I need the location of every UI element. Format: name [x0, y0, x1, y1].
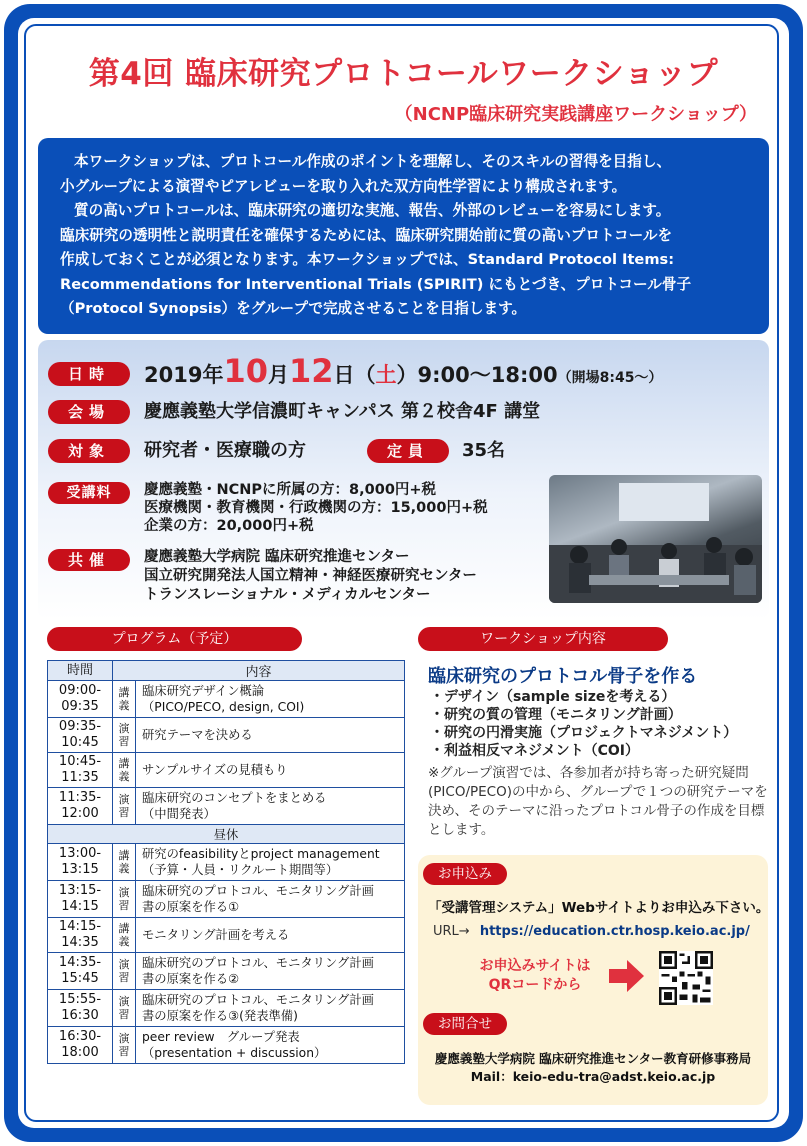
host-item: トランスレーショナル・メディカルセンター	[144, 587, 431, 603]
fee-item: 医療機関・教育機関・行政機関の方：15,000円+税	[144, 500, 488, 516]
row-time-start: 09:00-	[58, 683, 102, 698]
table-row	[48, 881, 405, 918]
capacity-label: 定員	[367, 439, 449, 463]
row-type-label: 演習	[118, 1032, 130, 1058]
capacity-text: 35名	[462, 440, 506, 461]
row-content	[136, 990, 405, 1027]
row-time-start: 14:15-	[58, 919, 102, 934]
table-row	[48, 788, 405, 825]
row-type-label: 演習	[118, 722, 130, 748]
table-row	[48, 990, 405, 1027]
row-time-start: 13:00-	[58, 846, 102, 861]
host-item: 国立研究開発法人国立精神・神経医療研究センター	[144, 568, 477, 584]
page-subtitle: （NCNP臨床研究実践講座ワークショップ）	[394, 104, 757, 125]
intro-line: 作成しておくことが必須となります。本ワークショップでは、Standard Protocol Items:	[60, 251, 675, 268]
table-row	[48, 918, 405, 953]
venue-text: 慶應義塾大学信濃町キャンパス 第２校舎4F 講堂	[144, 401, 541, 422]
contact-info	[418, 1050, 768, 1086]
table-header-row	[48, 661, 405, 681]
contact-mail[interactable]: Mail：keio-edu-tra@adst.keio.ac.jp	[470, 1069, 716, 1084]
intro-line: （Protocol Synopsis）をグループで完成させることを目指します。	[60, 300, 527, 317]
row-time-start: 13:15-	[58, 883, 102, 898]
qr-caption-line: QRコードから	[488, 977, 582, 993]
program-table	[47, 660, 405, 1064]
row-time	[48, 918, 113, 953]
col-time-header: 時間	[48, 661, 113, 681]
row-time	[48, 788, 113, 825]
fee-label: 受講料	[48, 482, 130, 504]
row-content-line: 書の原案を作る③(発表準備)	[142, 1009, 298, 1023]
intro-line: 臨床研究の透明性と説明責任を確保するためには、臨床研究開始前に質の高いプロトコールを	[60, 226, 673, 244]
row-time	[48, 844, 113, 881]
row-content	[136, 681, 405, 718]
row-content-line: （PICO/PECO, design, COI)	[142, 700, 305, 714]
row-type-label: 講義	[118, 757, 130, 783]
row-type	[113, 1027, 136, 1064]
row-content-line: モニタリング計画を考える	[142, 928, 290, 942]
row-time-end: 18:00	[61, 1045, 99, 1060]
row-time-end: 13:15	[61, 862, 99, 877]
date-day: 12	[288, 352, 334, 390]
table-row	[48, 753, 405, 788]
workshop-title: 臨床研究のプロトコル骨子を作る	[428, 666, 698, 687]
row-type	[113, 788, 136, 825]
row-type	[113, 753, 136, 788]
workshop-item: ・デザイン（sample sizeを考える）	[430, 689, 676, 705]
row-time-end: 10:45	[61, 735, 99, 750]
date-month-unit: 月	[267, 363, 289, 387]
lunch-row	[48, 825, 405, 844]
row-time-end: 14:15	[61, 899, 99, 914]
row-content-line: 臨床研究デザイン概論	[142, 684, 265, 698]
host-list	[144, 548, 477, 605]
row-type	[113, 918, 136, 953]
date-open: （開場8:45～）	[557, 370, 663, 386]
date-label: 日時	[48, 362, 130, 386]
row-type-label: 演習	[118, 995, 130, 1021]
row-time-start: 10:45-	[58, 754, 102, 769]
row-content	[136, 718, 405, 753]
event-date	[144, 350, 662, 399]
row-type	[113, 953, 136, 990]
lunch-label: 昼休	[48, 825, 405, 844]
row-content	[136, 953, 405, 990]
fee-list	[144, 481, 488, 535]
row-type-label: 講義	[118, 922, 130, 948]
apply-url-row	[433, 924, 750, 939]
intro-line: 小グループによる演習やピアレビューを取り入れた双方向性学習により構成されます。	[60, 177, 627, 195]
row-time	[48, 881, 113, 918]
row-content-line: （中間発表）	[142, 807, 216, 821]
col-content-header: 内容	[113, 661, 405, 681]
row-type-label: 演習	[118, 793, 130, 819]
fee-item: 慶應義塾・NCNPに所属の方：8,000円+税	[144, 482, 437, 498]
row-content-line: 書の原案を作る①	[142, 900, 240, 914]
row-type-label: 演習	[118, 958, 130, 984]
contact-heading: お問合せ	[423, 1013, 507, 1035]
row-time-start: 09:35-	[58, 719, 102, 734]
row-content-line: 研究テーマを決める	[142, 728, 253, 742]
intro-line: Recommendations for Interventional Trials (SPIRIT) にもとづき、プロトコール骨子	[60, 275, 692, 293]
row-time-end: 12:00	[61, 806, 99, 821]
row-content	[136, 753, 405, 788]
qr-caption	[460, 957, 610, 995]
qr-code-icon[interactable]	[659, 951, 713, 1005]
arrow-right-icon	[609, 958, 645, 994]
row-time-end: 09:35	[61, 699, 99, 714]
row-time	[48, 718, 113, 753]
row-content	[136, 788, 405, 825]
row-time-end: 15:45	[61, 971, 99, 986]
row-time	[48, 753, 113, 788]
date-close: ）	[396, 363, 418, 387]
row-content-line: （予算・人員・リクルート期間等）	[142, 863, 339, 877]
row-time-end: 11:35	[61, 770, 99, 785]
row-content-line: 臨床研究のプロトコル、モニタリング計画	[142, 884, 374, 898]
row-content-line: 臨床研究のプロトコル、モニタリング計画	[142, 993, 374, 1007]
apply-text: 「受講管理システム」Webサイトよりお申込み下さい。	[428, 900, 770, 916]
intro-box	[38, 138, 769, 334]
fee-item: 企業の方：20,000円+税	[144, 518, 314, 534]
workshop-photo	[549, 475, 762, 603]
row-type-label: 講義	[118, 849, 130, 875]
row-type	[113, 718, 136, 753]
row-content	[136, 918, 405, 953]
date-day-unit: 日（	[333, 363, 376, 387]
row-content	[136, 1027, 405, 1064]
workshop-item: ・利益相反マネジメント（COI）	[430, 743, 639, 759]
contact-org: 慶應義塾大学病院 臨床研究推進センター教育研修事務局	[434, 1051, 752, 1066]
row-type-label: 演習	[118, 886, 130, 912]
venue-label: 会場	[48, 400, 130, 424]
row-content-line: （presentation + discussion）	[142, 1046, 327, 1060]
host-item: 慶應義塾大学病院 臨床研究推進センター	[144, 549, 410, 565]
row-type	[113, 881, 136, 918]
date-weekday: 土	[375, 363, 397, 387]
row-time	[48, 953, 113, 990]
row-content	[136, 881, 405, 918]
row-content-line: サンプルサイズの見積もり	[142, 763, 288, 777]
table-row	[48, 953, 405, 990]
target-label: 対象	[48, 439, 130, 463]
row-type	[113, 681, 136, 718]
apply-url-link[interactable]: https://education.ctr.hosp.keio.ac.jp/	[479, 924, 750, 939]
qr-caption-line: お申込みサイトは	[479, 958, 591, 974]
host-label: 共催	[48, 549, 130, 571]
row-time	[48, 1027, 113, 1064]
table-row	[48, 718, 405, 753]
row-content-line: peer review グループ発表	[142, 1030, 300, 1044]
row-time	[48, 990, 113, 1027]
program-heading: プログラム（予定）	[47, 627, 302, 651]
row-type-label: 講義	[118, 686, 130, 712]
page-title: 第4回 臨床研究プロトコールワークショップ	[88, 56, 719, 92]
table-row	[48, 681, 405, 718]
row-content-line: 臨床研究のコンセプトをまとめる	[142, 791, 327, 805]
row-time	[48, 681, 113, 718]
intro-line: 質の高いプロトコールは、臨床研究の適切な実施、報告、外部のレビューを容易にします。	[74, 202, 671, 219]
row-type	[113, 844, 136, 881]
row-type	[113, 990, 136, 1027]
intro-line: 本ワークショップは、プロトコール作成のポイントを理解し、そのスキルの習得を目指し、	[74, 153, 672, 170]
row-content-line: 臨床研究のプロトコル、モニタリング計画	[142, 956, 374, 970]
workshop-item: ・研究の円滑実施（プロジェクトマネジメント）	[430, 725, 738, 741]
row-content	[136, 844, 405, 881]
row-content-line: 研究のfeasibilityとproject management	[142, 847, 380, 861]
row-time-end: 16:30	[61, 1008, 99, 1023]
date-year: 2019年	[144, 363, 224, 387]
row-content-line: 書の原案を作る②	[142, 972, 240, 986]
workshop-note: ※グループ演習では、各参加者が持ち寄った研究疑問(PICO/PECO)の中から、グループで１つの研究テーマを決め、そのテーマに沿ったプロトコル骨子の作成を目標とします。	[428, 765, 768, 838]
workshop-heading: ワークショップ内容	[418, 627, 668, 651]
row-time-start: 11:35-	[58, 790, 102, 805]
workshop-item: ・研究の質の管理（モニタリング計画）	[430, 707, 682, 723]
table-row	[48, 1027, 405, 1064]
date-time: 9:00～18:00	[417, 363, 558, 387]
target-text: 研究者・医療職の方	[144, 440, 306, 461]
row-time-start: 14:35-	[58, 955, 102, 970]
table-row	[48, 844, 405, 881]
row-time-end: 14:35	[61, 935, 99, 950]
apply-heading: お申込み	[423, 863, 507, 885]
url-label: URL→	[433, 924, 470, 939]
date-month: 10	[223, 352, 268, 390]
row-time-start: 16:30-	[58, 1029, 102, 1044]
row-time-start: 15:55-	[58, 992, 102, 1007]
